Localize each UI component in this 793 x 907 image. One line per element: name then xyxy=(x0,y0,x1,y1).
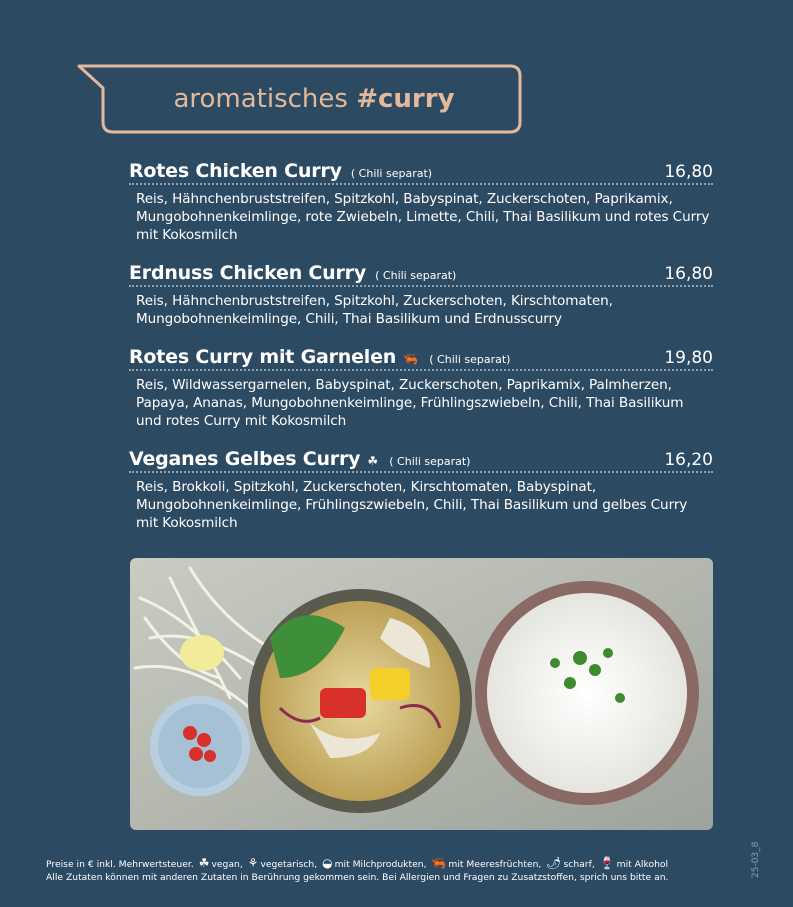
chili-icon: 🌶 xyxy=(546,856,562,870)
footer-line-2: Alle Zutaten können mit anderen Zutaten in Berührung gekommen sein. Bei Allergien und Fragen zu Zusatzstoffen, sprich uns bitte an. xyxy=(46,872,669,883)
menu-item xyxy=(129,262,713,328)
menu-item-header xyxy=(129,160,713,185)
menu-item-header xyxy=(129,448,713,473)
leaf-icon: ☘ xyxy=(198,856,210,870)
footer-line-1 xyxy=(46,857,746,871)
section-title: aromatisches #curry xyxy=(173,84,455,114)
menu-item-price: 16,80 xyxy=(664,264,713,284)
menu-item-note: ( Chili separat) xyxy=(429,353,511,366)
legend-vegan: vegan, xyxy=(211,859,243,870)
sprout-icon: ⚘ xyxy=(247,856,259,870)
menu-item-name: Erdnuss Chicken Curry xyxy=(129,262,367,284)
menu-item-price: 16,20 xyxy=(664,450,713,470)
legend-seafood: mit Meeresfrüchten, xyxy=(448,859,542,870)
menu-item xyxy=(129,448,713,532)
menu-item-description: Reis, Brokkoli, Spitzkohl, Zuckerschoten, Kirschtomaten, Babyspinat, Mungobohnenkeimlinge, Frühlingszwiebeln, Chili, Thai Basilikum und gelbes Curry mit Kokosmilch xyxy=(136,479,688,531)
wine-glass-icon: 🍷 xyxy=(599,856,615,870)
menu-item-price: 19,80 xyxy=(664,348,713,368)
menu-list xyxy=(129,160,713,532)
legend-dairy: mit Milchprodukten, xyxy=(334,859,427,870)
dish-photo xyxy=(130,558,713,830)
menu-item-header xyxy=(129,262,713,287)
menu-item-name: Rotes Curry mit Garnelen xyxy=(129,346,397,368)
menu-item-price: 16,80 xyxy=(664,162,713,182)
menu-item-name: Veganes Gelbes Curry xyxy=(129,448,361,470)
menu-item-note: ( Chili separat) xyxy=(350,167,433,180)
menu-item xyxy=(129,160,713,244)
legend-spicy: scharf, xyxy=(563,859,595,870)
shrimp-icon: 🦐 xyxy=(431,856,447,870)
section-header xyxy=(76,64,522,134)
shrimp-icon: 🦐 xyxy=(403,352,419,366)
menu-item-description: Reis, Hähnchenbruststreifen, Spitzkohl, Zuckerschoten, Kirschtomaten, Mungobohnenkeimlinge, Chili, Thai Basilikum und Erdnusscurry xyxy=(136,293,613,327)
menu-item-note: ( Chili separat) xyxy=(389,455,471,468)
menu-code: 25-03_8 xyxy=(751,841,761,878)
menu-item-name: Rotes Chicken Curry xyxy=(129,160,342,182)
legend-vegetarian: vegetarisch, xyxy=(260,859,318,870)
menu-item-header xyxy=(129,346,713,371)
menu-item xyxy=(129,346,713,430)
leaf-icon: ☘ xyxy=(367,454,379,468)
cheese-icon: ◒ xyxy=(322,856,333,870)
price-note: Preise in € inkl. Mehrwertsteuer. xyxy=(46,859,194,870)
menu-item-note: ( Chili separat) xyxy=(375,269,457,282)
legend-alcohol: mit Alkohol xyxy=(616,859,669,870)
footer-legend xyxy=(46,857,746,884)
menu-item-description: Reis, Hähnchenbruststreifen, Spitzkohl, Babyspinat, Zuckerschoten, Paprikamix, Mungobohnenkeimlinge, rote Zwiebeln, Limette, Chili, Thai Basilikum und rotes Curry mit Kokosmilch xyxy=(136,191,710,243)
menu-item-description: Reis, Wildwassergarnelen, Babyspinat, Zuckerschoten, Paprikamix, Palmherzen, Papaya, Ananas, Mungobohnenkeimlinge, Frühlingszwiebeln, Chili, Thai Basilikum und rotes Curry mit Kokosmilch xyxy=(136,377,684,429)
